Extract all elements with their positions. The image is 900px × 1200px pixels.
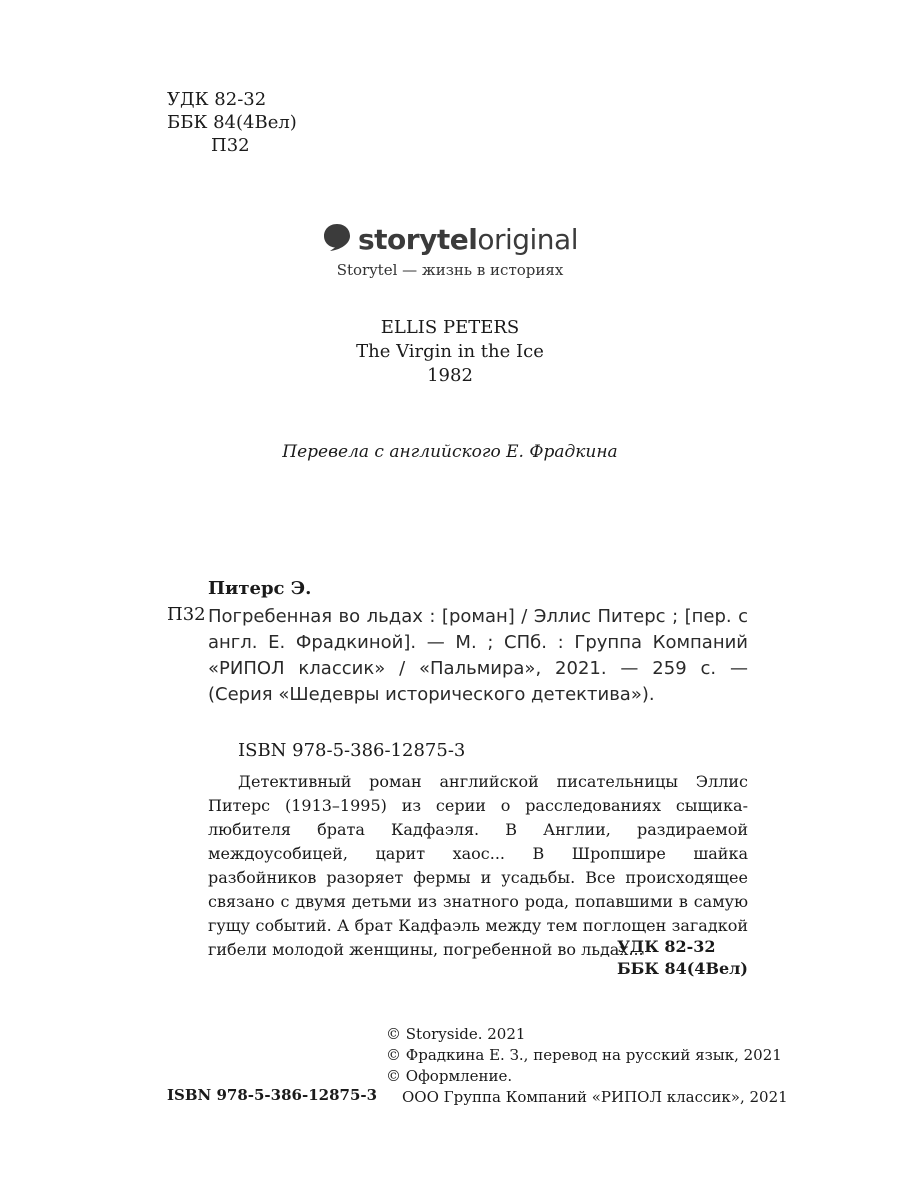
original-edition <box>0 316 900 388</box>
header-classification <box>167 88 297 157</box>
copyright-block <box>386 1024 788 1108</box>
catalog-isbn: ISBN 978-5-386-12875-3 <box>238 740 466 761</box>
catalog-bbk: ББК 84(4Вел) <box>617 959 748 978</box>
logo-brand-light: original <box>477 222 578 256</box>
copyright-line: © Оформление. <box>386 1067 513 1085</box>
speech-bubble-icon <box>322 222 352 256</box>
author-mark: П32 <box>211 135 250 156</box>
catalog-author-heading: Питерс Э. <box>208 578 312 599</box>
tagline: Storytel — жизнь в историях <box>336 261 564 279</box>
bibliographic-description: Погребенная во льдах : [роман] / Эллис Питерс ; [пер. с англ. Е. Фрадкиной]. — М. ; СПб. : Группа Компаний «РИПОЛ классик» / «Пальмира», 2021. — 259 с. — (Серия «Шедевры исторического детектива»). <box>208 606 748 705</box>
catalog-udk: УДК 82-32 <box>617 937 716 956</box>
udk-code: УДК 82-32 <box>167 89 267 110</box>
copyright-line: © Storyside. 2021 <box>386 1025 526 1043</box>
translator-note: Перевела с английского Е. Фрадкина <box>282 442 618 462</box>
catalog-author-mark: П32 <box>167 604 206 625</box>
copyright-line: ООО Группа Компаний «РИПОЛ классик», 2021 <box>402 1088 788 1106</box>
original-title: The Virgin in the Ice <box>356 341 544 362</box>
isbn-bottom: ISBN 978-5-386-12875-3 <box>167 1086 378 1104</box>
original-year: 1982 <box>427 365 473 386</box>
catalog-classification <box>617 936 748 980</box>
copyright-line: © Фрадкина Е. З., перевод на русский язык, 2021 <box>386 1046 782 1064</box>
storytel-logo <box>0 222 900 256</box>
logo-brand-bold: storytel <box>358 222 478 256</box>
logo-wordmark <box>358 223 578 256</box>
bbk-code: ББК 84(4Вел) <box>167 112 297 133</box>
original-author: ELLIS PETERS <box>380 317 520 338</box>
annotation: Детективный роман английской писательницы Эллис Питерс (1913–1995) из серии о расследованиях сыщика-любителя брата Кадфаэля. В Англии, раздираемой междоусобицей, царит хаос... В Шропшире шайка разбойников разоряет фермы и усадьбы. Все происходящее связано с двумя детьми из знатного рода, попавшими в самую гущу событий. А брат Кадфаэль между тем поглощен загадкой гибели молодой женщины, погребенной во льдах... <box>208 772 748 959</box>
